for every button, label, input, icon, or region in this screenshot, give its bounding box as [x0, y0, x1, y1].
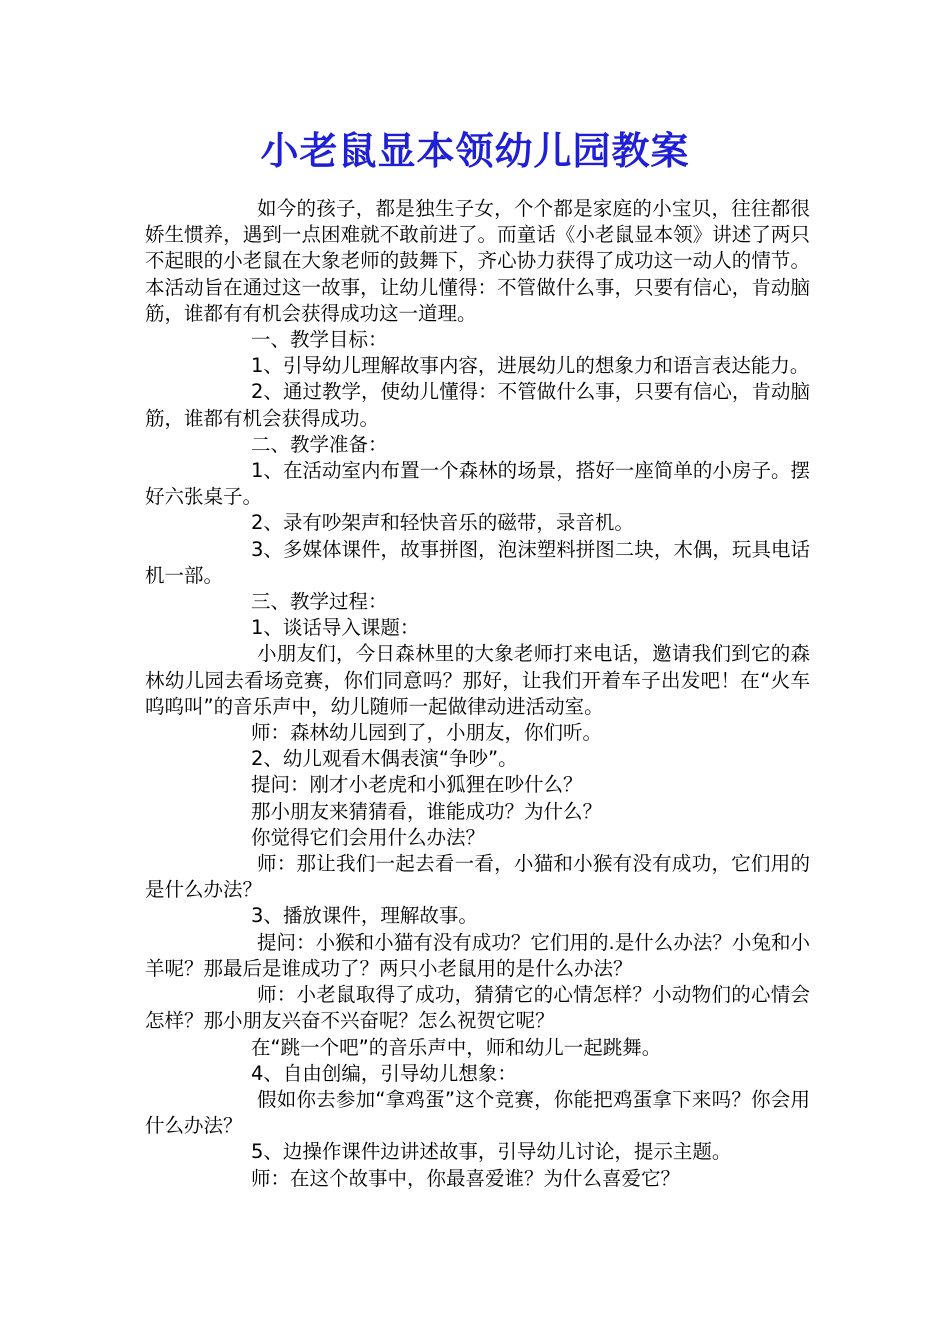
preparation-item-3: 3、多媒体课件，故事拼图，泡沫塑料拼图二块，木偶，玩具电话机一部。	[145, 537, 810, 587]
document-title: 小老鼠显本领幼儿园教案	[260, 128, 690, 173]
process-paragraph: 你觉得它们会用什么办法？	[251, 825, 486, 849]
process-paragraph: 师：在这个故事中，你最喜爱谁？为什么喜爱它？	[251, 1166, 681, 1190]
process-paragraph: 在“跳一个吧”的音乐声中，师和幼儿一起跳舞。	[251, 1035, 662, 1059]
preparation-item-2: 2、录有吵架声和轻快音乐的磁带，录音机。	[251, 511, 634, 535]
section-heading-goals: 一、教学目标：	[251, 328, 388, 352]
process-paragraph: 师：小老鼠取得了成功，猜猜它的心情怎样？小动物们的心情会怎样？那小朋友兴奋不兴奋呢？怎么祝贺它呢？	[145, 983, 810, 1033]
process-step-4: 4、自由创编，引导幼儿想象：	[251, 1061, 517, 1085]
section-heading-process: 三、教学过程：	[251, 590, 388, 614]
process-step-3: 3、播放课件，理解故事。	[251, 904, 478, 928]
section-heading-preparation: 二、教学准备：	[251, 432, 388, 456]
process-paragraph: 师：那让我们一起去看一看，小猫和小猴有没有成功，它们用的是什么办法？	[145, 852, 810, 902]
process-paragraph: 假如你去参加“拿鸡蛋”这个竞赛，你能把鸡蛋拿下来吗？你会用什么办法？	[145, 1087, 810, 1138]
document-body	[145, 196, 810, 1192]
preparation-item-1: 1、在活动室内布置一个森林的场景，搭好一座简单的小房子。摆好六张桌子。	[145, 459, 810, 509]
process-step-5: 5、边操作课件边讲述故事，引导幼儿讨论，提示主题。	[251, 1140, 732, 1164]
process-paragraph: 提问：刚才小老虎和小狐狸在吵什么？	[251, 773, 583, 797]
process-paragraph: 提问：小猴和小猫有没有成功？它们用的.是什么办法？小兔和小羊呢？那最后是谁成功了？两只小老鼠用的是什么办法？	[145, 930, 810, 980]
process-paragraph: 小朋友们，今日森林里的大象老师打来电话，邀请我们到它的森林幼儿园去看场竞赛，你们同意吗？那好，让我们开着车子出发吧！在“火车呜呜叫”的音乐声中，幼儿随师一起做律动进活动室。	[145, 642, 810, 718]
process-paragraph: 那小朋友来猜猜看，谁能成功？为什么？	[251, 799, 603, 823]
process-step-1: 1、谈话导入课题：	[251, 616, 420, 640]
process-paragraph: 师：森林幼儿园到了，小朋友，你们听。	[251, 721, 603, 745]
process-step-2: 2、幼儿观看木偶表演“争吵”。	[251, 747, 518, 771]
goal-item-1: 1、引导幼儿理解故事内容，进展幼儿的想象力和语言表达能力。	[251, 354, 810, 378]
goal-item-2: 2、通过教学，使幼儿懂得：不管做什么事，只要有信心，肯动脑筋，谁都有机会获得成功。	[145, 380, 810, 430]
intro-paragraph: 如今的孩子，都是独生子女，个个都是家庭的小宝贝，往往都很娇生惯养，遇到一点困难就不敢前进了。而童话《小老鼠显本领》讲述了两只不起眼的小老鼠在大象老师的鼓舞下，齐心协力获得了成功这一动人的情节。本活动旨在通过这一故事，让幼儿懂得：不管做什么事，只要有信心，肯动脑筋，谁都有有机会获得成功这一道理。	[145, 197, 810, 325]
